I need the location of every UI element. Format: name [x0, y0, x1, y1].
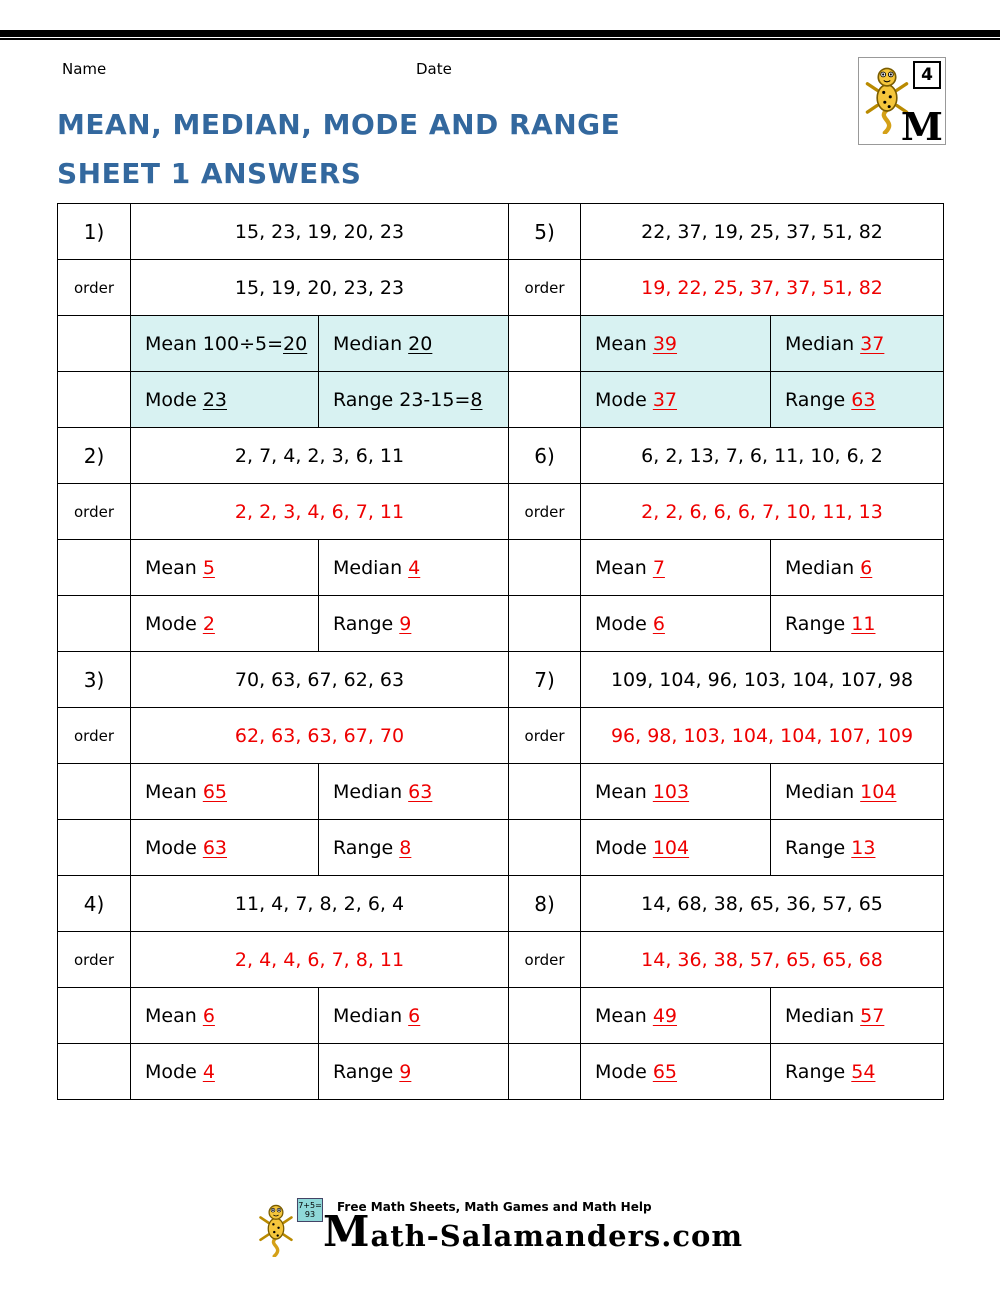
ordered-list: 14, 36, 38, 57, 65, 65, 68	[581, 932, 944, 988]
problem-number: 6)	[509, 428, 581, 484]
empty-cell	[58, 820, 131, 876]
number-list: 109, 104, 96, 103, 104, 107, 98	[581, 652, 944, 708]
median-label: Median	[785, 780, 861, 803]
mean-value: 49	[652, 1004, 678, 1027]
range-label: Range	[785, 388, 852, 411]
mean-label: Mean	[145, 1004, 203, 1027]
range-cell	[319, 372, 509, 428]
m-logo-icon: M	[900, 104, 943, 149]
mean-label: Mean	[595, 780, 653, 803]
ordered-list: 2, 4, 4, 6, 7, 8, 11	[131, 932, 509, 988]
mean-cell	[581, 988, 771, 1044]
median-label: Median	[333, 780, 409, 803]
mode-label: Mode	[145, 836, 203, 859]
mode-value: 6	[652, 612, 665, 635]
number-list: 15, 23, 19, 20, 23	[131, 204, 509, 260]
median-value: 6	[408, 1004, 421, 1027]
number-list: 14, 68, 38, 65, 36, 57, 65	[581, 876, 944, 932]
mean-cell	[131, 764, 319, 820]
empty-cell	[509, 316, 581, 372]
problem-number: 1)	[58, 204, 131, 260]
median-label: Median	[785, 332, 861, 355]
empty-cell	[509, 372, 581, 428]
mode-cell	[131, 820, 319, 876]
mode-value: 37	[652, 388, 678, 411]
site-footer	[257, 1198, 743, 1260]
mean-label: Mean	[595, 332, 653, 355]
range-label: Range	[333, 612, 400, 635]
mean-value: 7	[652, 556, 665, 579]
range-label: Range 23-15=	[333, 388, 471, 411]
empty-cell	[509, 596, 581, 652]
answers-table	[57, 203, 944, 1100]
mean-value: 39	[652, 332, 678, 355]
median-label: Median	[785, 1004, 861, 1027]
median-value: 57	[860, 1004, 885, 1027]
median-cell	[771, 988, 944, 1044]
title-line-1: MEAN, MEDIAN, MODE AND RANGE	[57, 108, 621, 141]
mean-cell	[581, 540, 771, 596]
median-value: 37	[860, 332, 885, 355]
mode-value: 23	[202, 388, 227, 411]
median-value: 4	[408, 556, 421, 579]
order-label: order	[58, 932, 131, 988]
range-label: Range	[333, 836, 400, 859]
median-label: Median	[333, 556, 409, 579]
mean-cell	[131, 988, 319, 1044]
mode-cell	[581, 1044, 771, 1100]
mode-value: 63	[202, 836, 227, 859]
rule-thick	[0, 30, 1000, 37]
empty-cell	[509, 820, 581, 876]
empty-cell	[509, 540, 581, 596]
range-label: Range	[333, 1060, 400, 1083]
mean-label: Mean	[595, 556, 653, 579]
mode-label: Mode	[595, 612, 653, 635]
range-cell	[771, 372, 944, 428]
footer-tagline: Free Math Sheets, Math Games and Math Help	[336, 1200, 652, 1214]
mean-value: 6	[202, 1004, 215, 1027]
range-value: 8	[470, 388, 483, 411]
date-label: Date	[416, 60, 452, 78]
order-label: order	[509, 260, 581, 316]
range-value: 13	[851, 836, 876, 859]
mean-value: 103	[652, 780, 690, 803]
median-cell	[771, 540, 944, 596]
empty-cell	[58, 316, 131, 372]
empty-cell	[509, 764, 581, 820]
range-value: 9	[399, 612, 412, 635]
m-logo-icon: M	[322, 1207, 371, 1256]
empty-cell	[58, 540, 131, 596]
salamander-icon	[257, 1202, 295, 1257]
median-cell	[319, 764, 509, 820]
mean-cell	[131, 540, 319, 596]
ordered-list: 15, 19, 20, 23, 23	[131, 260, 509, 316]
median-label: Median	[785, 556, 861, 579]
mean-value: 20	[283, 332, 308, 355]
range-value: 54	[851, 1060, 876, 1083]
mean-value: 65	[202, 780, 227, 803]
mode-label: Mode	[145, 1060, 203, 1083]
mode-label: Mode	[595, 388, 653, 411]
number-list: 22, 37, 19, 25, 37, 51, 82	[581, 204, 944, 260]
order-label: order	[509, 932, 581, 988]
empty-cell	[58, 764, 131, 820]
empty-cell	[58, 988, 131, 1044]
problem-number: 7)	[509, 652, 581, 708]
mean-label: Mean	[595, 1004, 653, 1027]
mode-cell	[581, 596, 771, 652]
number-list: 70, 63, 67, 62, 63	[131, 652, 509, 708]
mean-cell	[581, 764, 771, 820]
title-line-2: SHEET 1 ANSWERS	[57, 157, 362, 190]
median-label: Median	[333, 332, 409, 355]
median-value: 20	[408, 332, 433, 355]
footer-logo	[257, 1198, 323, 1260]
median-label: Median	[333, 1004, 409, 1027]
order-label: order	[58, 260, 131, 316]
ordered-list: 62, 63, 63, 67, 70	[131, 708, 509, 764]
median-value: 63	[408, 780, 433, 803]
range-cell	[319, 596, 509, 652]
range-value: 11	[851, 612, 876, 635]
ordered-list: 2, 2, 6, 6, 6, 7, 10, 11, 13	[581, 484, 944, 540]
range-cell	[771, 1044, 944, 1100]
mean-value: 5	[202, 556, 215, 579]
mode-value: 2	[202, 612, 215, 635]
empty-cell	[58, 372, 131, 428]
page-title	[57, 100, 620, 198]
mode-cell	[131, 372, 319, 428]
mean-label: Mean	[145, 556, 203, 579]
empty-cell	[509, 988, 581, 1044]
ordered-list: 19, 22, 25, 37, 37, 51, 82	[581, 260, 944, 316]
median-value: 104	[860, 780, 897, 803]
empty-cell	[509, 1044, 581, 1100]
mode-value: 104	[652, 836, 690, 859]
median-cell	[771, 316, 944, 372]
order-label: order	[58, 484, 131, 540]
ordered-list: 2, 2, 3, 4, 6, 7, 11	[131, 484, 509, 540]
empty-cell	[58, 596, 131, 652]
problem-number: 4)	[58, 876, 131, 932]
mode-cell	[131, 1044, 319, 1100]
range-cell	[319, 1044, 509, 1100]
mode-cell	[581, 372, 771, 428]
median-cell	[319, 988, 509, 1044]
mode-cell	[581, 820, 771, 876]
median-cell	[319, 540, 509, 596]
chalkboard-line-2: 93	[304, 1210, 316, 1219]
number-list: 11, 4, 7, 8, 2, 6, 4	[131, 876, 509, 932]
mode-label: Mode	[595, 836, 653, 859]
range-cell	[319, 820, 509, 876]
mean-cell	[131, 316, 319, 372]
range-value: 9	[399, 1060, 412, 1083]
mode-label: Mode	[145, 388, 203, 411]
top-rule	[0, 30, 1000, 40]
math-salamanders-badge	[858, 57, 946, 149]
mode-label: Mode	[145, 612, 203, 635]
mean-label: Mean 100÷5=	[145, 332, 284, 355]
mean-label: Mean	[145, 780, 203, 803]
rule-thin	[0, 38, 1000, 40]
name-label: Name	[62, 60, 107, 78]
ordered-list: 96, 98, 103, 104, 104, 107, 109	[581, 708, 944, 764]
median-cell	[771, 764, 944, 820]
problem-number: 8)	[509, 876, 581, 932]
site-name-text: ath-Salamanders.com	[370, 1219, 744, 1253]
mode-cell	[131, 596, 319, 652]
problem-number: 3)	[58, 652, 131, 708]
empty-cell	[58, 1044, 131, 1100]
mode-label: Mode	[595, 1060, 653, 1083]
range-label: Range	[785, 1060, 852, 1083]
range-value: 63	[851, 388, 876, 411]
footer-text	[323, 1198, 743, 1254]
range-value: 8	[399, 836, 412, 859]
problem-number: 5)	[509, 204, 581, 260]
range-cell	[771, 820, 944, 876]
mode-value: 65	[652, 1060, 678, 1083]
mini-chalkboard	[297, 1198, 323, 1222]
range-label: Range	[785, 612, 852, 635]
order-label: order	[58, 708, 131, 764]
range-label: Range	[785, 836, 852, 859]
mean-cell	[581, 316, 771, 372]
range-cell	[771, 596, 944, 652]
order-label: order	[509, 484, 581, 540]
number-list: 2, 7, 4, 2, 3, 6, 11	[131, 428, 509, 484]
problem-number: 2)	[58, 428, 131, 484]
mode-value: 4	[202, 1060, 215, 1083]
order-label: order	[509, 708, 581, 764]
grade-badge: 4	[913, 61, 941, 89]
median-cell	[319, 316, 509, 372]
median-value: 6	[860, 556, 873, 579]
number-list: 6, 2, 13, 7, 6, 11, 10, 6, 2	[581, 428, 944, 484]
chalkboard-line-1: 7+5=	[298, 1201, 322, 1210]
